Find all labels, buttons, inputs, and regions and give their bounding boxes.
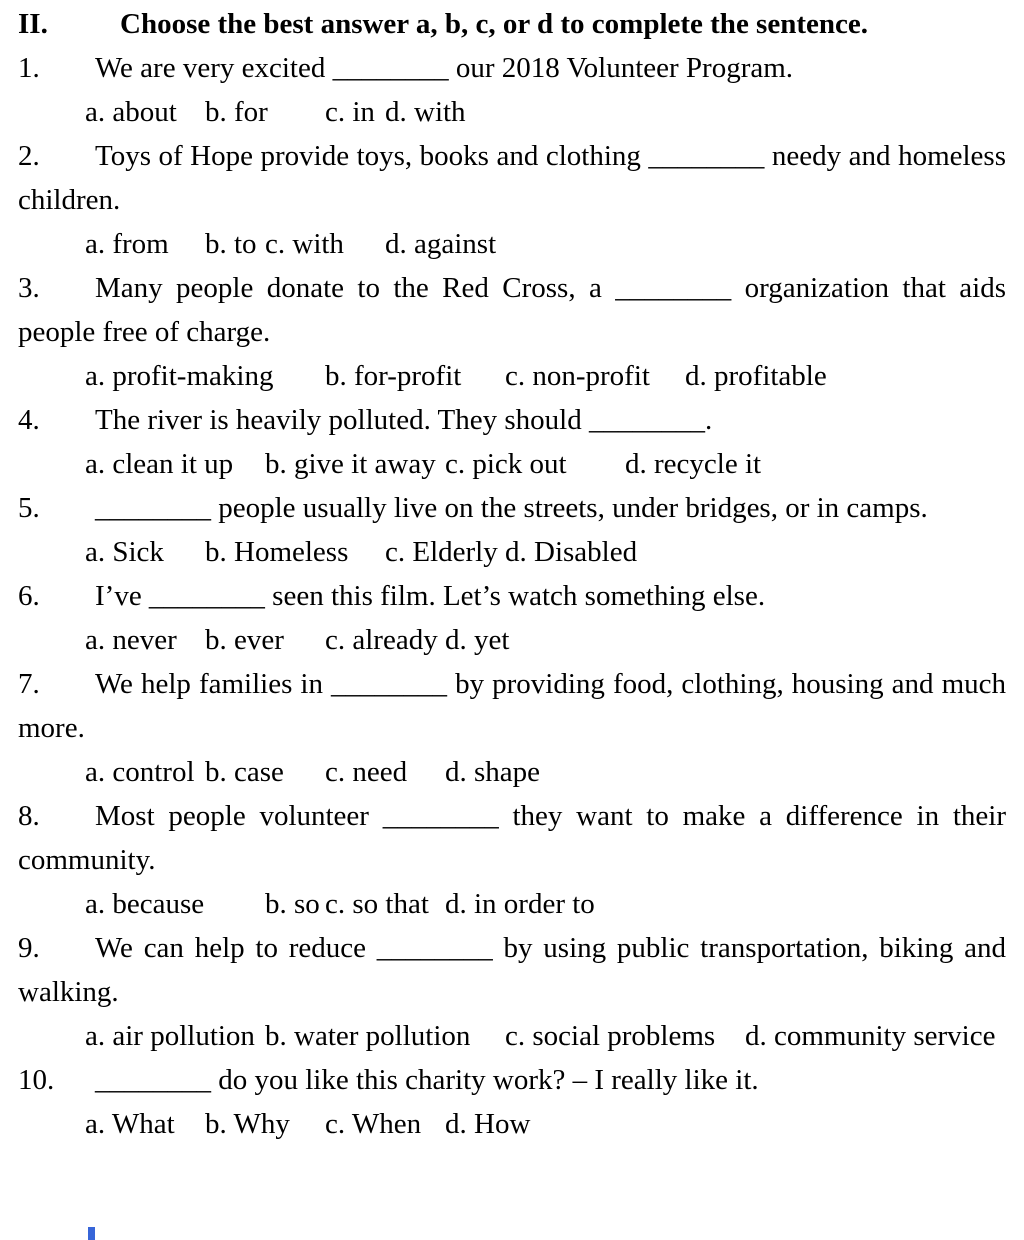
question-text: Toys of Hope provide toys, books and clothing ________ needy and homeless children. (18, 140, 1006, 216)
question-number: 9. (18, 932, 40, 964)
question-4 (18, 398, 1006, 442)
question-5 (18, 486, 1006, 530)
question-9 (18, 926, 1006, 1014)
options-line-9: a. air pollution b. water pollution c. social problems d. community service (85, 1020, 996, 1052)
options-line-8: a. because b. so c. so that d. in order to (85, 888, 595, 920)
options-line-3: a. profit-making b. for-profit c. non-profit d. profitable (85, 360, 827, 392)
selection-artifact-blue (88, 1227, 95, 1240)
options-line-10: a. What b. Why c. When d. How (85, 1108, 531, 1140)
options-line-2: a. from b. to c. with d. against (85, 228, 497, 260)
question-number: 3. (18, 272, 40, 304)
question-number: 5. (18, 492, 40, 524)
question-text: We help families in ________ by providing food, clothing, housing and much more. (18, 668, 1006, 744)
question-number: 6. (18, 580, 40, 612)
section-title (18, 2, 1006, 46)
question-number: 8. (18, 800, 40, 832)
section-number: II. (18, 8, 48, 40)
options-line-5: a. Sick b. Homeless c. Elderly d. Disabled (85, 536, 638, 568)
question-6 (18, 574, 1006, 618)
question-2 (18, 134, 1006, 222)
question-text: I’ve ________ seen this film. Let’s watch something else. (95, 580, 766, 612)
question-10 (18, 1058, 1006, 1102)
question-text: We are very excited ________ our 2018 Volunteer Program. (95, 52, 794, 84)
question-number: 1. (18, 52, 40, 84)
section-title-text: Choose the best answer a, b, c, or d to complete the sentence. (120, 8, 868, 40)
question-number: 7. (18, 668, 40, 700)
question-text: ________ do you like this charity work? – I really like it. (95, 1064, 759, 1096)
question-3 (18, 266, 1006, 354)
options-line-7: a. control b. case c. need d. shape (85, 756, 541, 788)
question-7 (18, 662, 1006, 750)
question-text: We can help to reduce ________ by using public transportation, biking and walking. (18, 932, 1006, 1008)
question-number: 2. (18, 140, 40, 172)
options-line-1: a. about b. for c. in d. with (85, 96, 466, 128)
question-number: 10. (18, 1064, 55, 1096)
question-8 (18, 794, 1006, 882)
question-text: Many people donate to the Red Cross, a ________ organization that aids people free of charge. (18, 272, 1006, 348)
question-text: ________ people usually live on the streets, under bridges, or in camps. (95, 492, 928, 524)
options-line-4: a. clean it up b. give it away c. pick out d. recycle it (85, 448, 762, 480)
question-text: Most people volunteer ________ they want to make a difference in their community. (18, 800, 1006, 876)
question-text: The river is heavily polluted. They should ________. (95, 404, 713, 436)
options-line-6: a. never b. ever c. already d. yet (85, 624, 510, 656)
question-1 (18, 46, 1006, 90)
question-number: 4. (18, 404, 40, 436)
